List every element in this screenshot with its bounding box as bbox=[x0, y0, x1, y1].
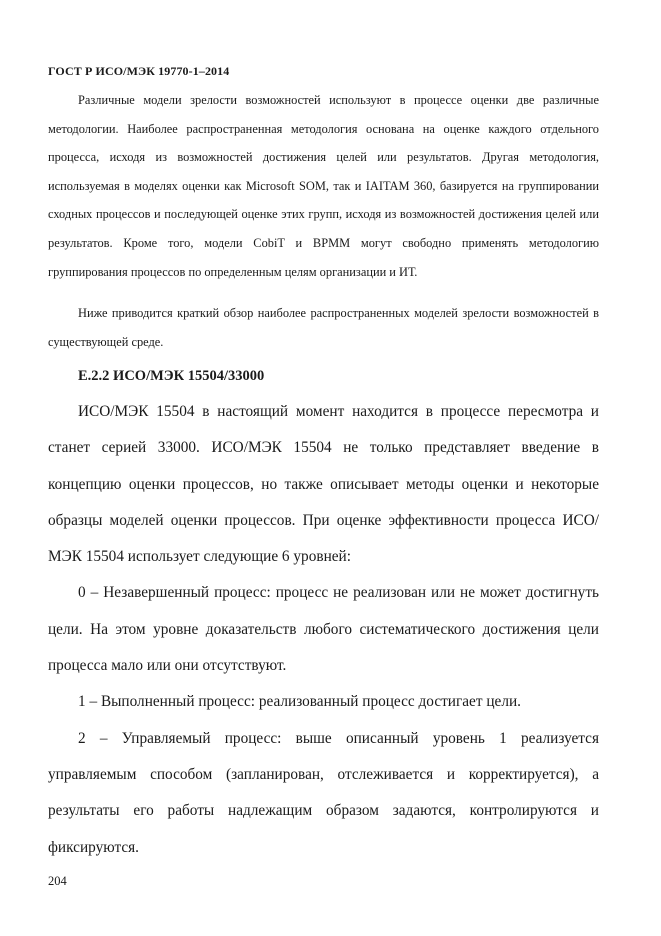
intro-paragraph: Различные модели зрелости возможностей используют в процессе оценки две различные методологии. Наиболее распространенная методология основана на оценке каждого отдельного процесса, исходя из возможностей достижения целей или результатов. Другая методология, используемая в моделях оценки как Microsoft SOM, так и IAITAM 360, базируется на группировании сходных процессов и последующей оценке этих групп, исходя из возможностей достижения целей или результатов. Кроме того, модели CobiT и BPMM могут свободно применять методологию группирования процессов по определенным целям организации и ИТ. bbox=[48, 93, 599, 279]
section-body bbox=[48, 394, 599, 866]
level-2-paragraph: 2 – Управляемый процесс: выше описанный уровень 1 реализуется управляемым способом (запланирован, отслеживается и корректируется), а результаты его работы надлежащим образом задаются, контролируются и фиксируются. bbox=[48, 729, 599, 856]
level-1-paragraph: 1 – Выполненный процесс: реализованный процесс достигает цели. bbox=[78, 693, 521, 711]
overview-text-block bbox=[48, 299, 599, 356]
section-heading: Е.2.2 ИСО/МЭК 15504/33000 bbox=[78, 368, 265, 384]
level-0-paragraph: 0 – Незавершенный процесс: процесс не реализован или не может достигнуть цели. На этом уровне доказательств любого систематического достижения цели процесса мало или они отсутствуют. bbox=[48, 584, 599, 675]
section-intro-paragraph: ИСО/МЭК 15504 в настоящий момент находится в процессе пересмотра и станет серией 33000. ИСО/МЭК 15504 не только представляет введение в концепцию оценки процессов, но также описывает методы оценки и некоторые образцы моделей оценки процессов. При оценке эффективности процесса ИСО/МЭК 15504 использует следующие 6 уровней: bbox=[48, 403, 599, 566]
page-number: 204 bbox=[48, 874, 67, 888]
overview-paragraph: Ниже приводится краткий обзор наиболее распространенных моделей зрелости возможностей в существующей среде. bbox=[48, 306, 599, 349]
document-header: ГОСТ Р ИСО/МЭК 19770-1–2014 bbox=[48, 64, 230, 78]
intro-text-block bbox=[48, 86, 599, 286]
